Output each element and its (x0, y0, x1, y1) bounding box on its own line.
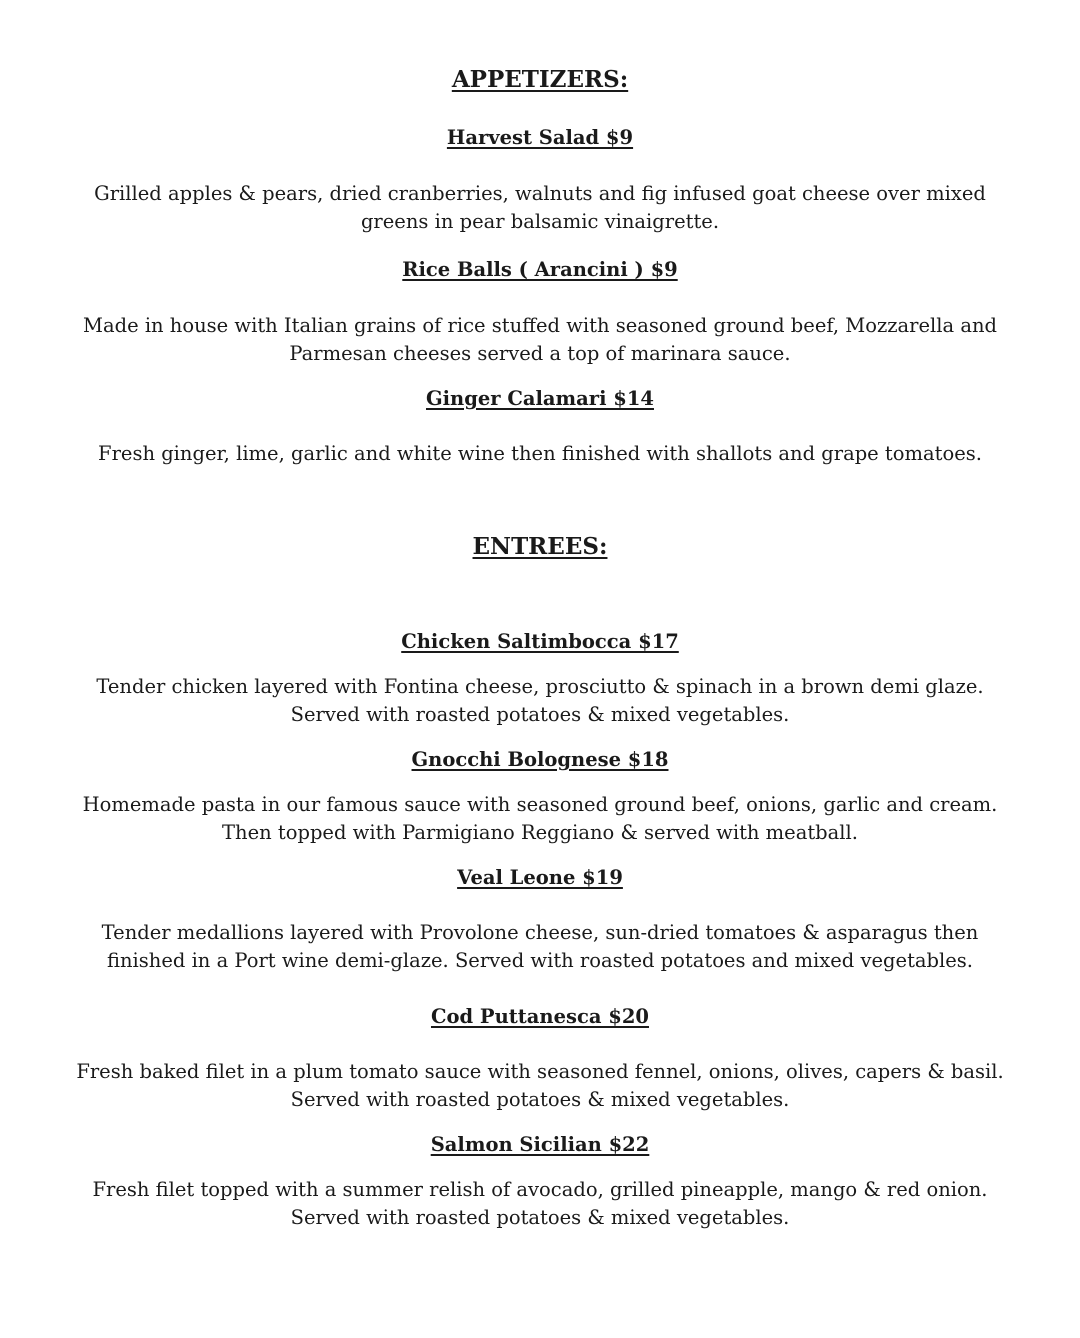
menu-item-title: Harvest Salad $9 (446, 126, 634, 149)
menu-item-title: Veal Leone $19 (457, 866, 623, 889)
menu-item-description: Tender chicken layered with Fontina cheese, prosciutto & spinach in a brown demi glaze. Served with roasted potatoes & mixed vegetables. (96, 675, 984, 726)
menu-item-title: Salmon Sicilian $22 (430, 1133, 650, 1156)
appetizers-heading: APPETIZERS: (451, 66, 629, 93)
menu-item-title: Chicken Saltimbocca $17 (401, 630, 679, 653)
menu-item-description: Fresh baked filet in a plum tomato sauce with seasoned fennel, onions, olives, capers & basil. Served with roasted potatoes & mixed vegetables. (76, 1060, 1004, 1111)
menu-item-description: Homemade pasta in our famous sauce with seasoned ground beef, onions, garlic and cream. Then topped with Parmigiano Reggiano & served with meatball. (82, 793, 998, 844)
menu-item-description: Fresh filet topped with a summer relish of avocado, grilled pineapple, mango & red onion. Served with roasted potatoes & mixed vegetables. (92, 1178, 988, 1229)
menu-item-description: Fresh ginger, lime, garlic and white wine then finished with shallots and grape tomatoes. (98, 442, 982, 465)
menu-item-description: Made in house with Italian grains of rice stuffed with seasoned ground beef, Mozzarella and Parmesan cheeses served a top of marinara sauce. (83, 314, 997, 365)
menu-item-title: Gnocchi Bolognese $18 (411, 748, 669, 771)
menu-item-description: Grilled apples & pears, dried cranberries, walnuts and fig infused goat cheese over mixed greens in pear balsamic vinaigrette. (94, 182, 986, 233)
menu-item-title: Ginger Calamari $14 (426, 387, 654, 410)
menu-item-title: Cod Puttanesca $20 (430, 1005, 649, 1028)
menu-item-description: Tender medallions layered with Provolone cheese, sun-dried tomatoes & asparagus then finished in a Port wine demi-glaze. Served with roasted potatoes and mixed vegetables. (101, 921, 979, 972)
menu-item-title: Rice Balls ( Arancini ) $9 (402, 258, 678, 281)
entrees-heading: ENTREES: (472, 533, 608, 560)
